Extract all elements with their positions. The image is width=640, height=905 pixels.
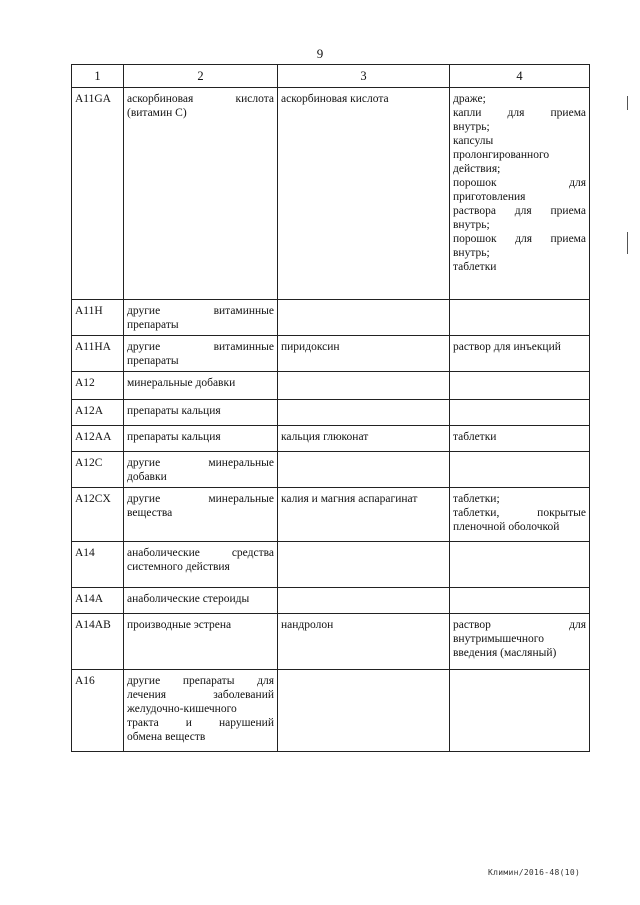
group-line: анаболические средства [127,547,274,559]
table-body [72,88,590,752]
dosage-form-line: порошок для [453,177,586,189]
table-row [72,670,590,752]
margin-mark [627,96,628,110]
dosage-form-line: раствор для инъекций [453,341,561,353]
header-col-4: 4 [450,65,590,88]
group-line: аскорбиновая кислота [127,93,274,105]
table-header-row [72,65,590,88]
dosage-forms-cell [450,452,590,488]
atc-code-cell: A12CX [72,488,124,542]
dosage-forms-cell [450,542,590,588]
drug-name-cell [278,588,450,614]
table-row [72,452,590,488]
group-line: добавки [127,471,167,483]
dosage-form-line: внутрь; [453,121,490,133]
group-cell [124,452,278,488]
table-row [72,300,590,336]
group-line: другие минеральные [127,493,274,505]
dosage-form-line: капсулы [453,135,494,147]
dosage-forms-cell [450,588,590,614]
atc-code-cell: A12A [72,400,124,426]
table-row [72,614,590,670]
atc-code-cell: A16 [72,670,124,752]
table-row [72,336,590,372]
group-line: минеральные добавки [127,377,236,389]
drug-name-cell [278,400,450,426]
dosage-form-line: действия; [453,163,501,175]
dosage-form-line: таблетки [453,431,497,443]
atc-code-cell: A12AA [72,426,124,452]
dosage-form-line: внутрь; [453,247,490,259]
group-cell [124,542,278,588]
group-line: тракта и нарушений [127,717,274,729]
group-line: вещества [127,507,173,519]
dosage-form-line: внутримышечного [453,633,544,645]
group-line: лечения заболеваний [127,689,274,701]
group-line: препараты кальция [127,431,221,443]
group-line: препараты [127,319,179,331]
group-cell [124,426,278,452]
drug-name-cell: аскорбиновая кислота [278,88,450,300]
group-cell [124,400,278,426]
dosage-forms-cell [450,300,590,336]
dosage-form-line: таблетки [453,261,497,273]
group-line: препараты [127,355,179,367]
atc-code-cell: A12 [72,372,124,400]
group-line: системного действия [127,561,230,573]
group-cell [124,588,278,614]
dosage-forms-cell [450,614,590,670]
group-cell [124,488,278,542]
group-line: производные эстрена [127,619,232,631]
dosage-forms-cell [450,488,590,542]
dosage-forms-cell [450,88,590,300]
footer-stamp: Климин/2016-48(10) [488,868,581,877]
group-cell [124,614,278,670]
header-col-2: 2 [124,65,278,88]
group-cell [124,336,278,372]
dosage-form-line: пленочной оболочкой [453,521,560,533]
group-line: анаболические стероиды [127,593,250,605]
dosage-forms-cell [450,400,590,426]
drug-name-cell [278,372,450,400]
group-cell [124,88,278,300]
dosage-form-line: драже; [453,93,486,105]
group-line: другие витаминные [127,341,274,353]
drug-name-cell [278,542,450,588]
margin-mark [627,232,628,254]
dosage-form-line: раствор для [453,619,586,631]
atc-code-cell: A11H [72,300,124,336]
atc-code-cell: A11GA [72,88,124,300]
drug-name-cell: пиридоксин [278,336,450,372]
dosage-forms-cell [450,670,590,752]
drug-name-cell [278,670,450,752]
dosage-form-line: таблетки, покрытые [453,507,586,519]
dosage-forms-cell [450,372,590,400]
group-cell [124,300,278,336]
table-row [72,542,590,588]
table-row [72,88,590,300]
drug-name-cell: нандролон [278,614,450,670]
atc-code-cell: A11HA [72,336,124,372]
dosage-form-line: пролонгированного [453,149,550,161]
header-col-1: 1 [72,65,124,88]
drug-name-cell: кальция глюконат [278,426,450,452]
group-line: желудочно-кишечного [127,703,237,715]
group-cell [124,670,278,752]
table-row [72,588,590,614]
atc-code-cell: A14 [72,542,124,588]
page-number: 9 [316,46,324,61]
dosage-form-line: введения (масляный) [453,647,557,659]
drug-table [71,64,590,752]
group-line: (витамин C) [127,107,187,119]
group-line: препараты кальция [127,405,221,417]
header-col-3: 3 [278,65,450,88]
dosage-form-line: внутрь; [453,219,490,231]
dosage-form-line: таблетки; [453,493,500,505]
dosage-forms-cell [450,336,590,372]
table-row [72,488,590,542]
dosage-form-line: порошок для приема [453,233,586,245]
table-row [72,400,590,426]
group-line: другие минеральные [127,457,274,469]
drug-name-cell [278,452,450,488]
group-line: обмена веществ [127,731,206,743]
dosage-forms-cell [450,426,590,452]
dosage-form-line: капли для приема [453,107,586,119]
group-line: другие препараты для [127,675,274,687]
atc-code-cell: A14A [72,588,124,614]
dosage-form-line: приготовления [453,191,526,203]
drug-name-cell: калия и магния аспарагинат [278,488,450,542]
table-row [72,426,590,452]
group-cell [124,372,278,400]
drug-name-cell [278,300,450,336]
atc-code-cell: A12C [72,452,124,488]
dosage-form-line: раствора для приема [453,205,586,217]
atc-code-cell: A14AB [72,614,124,670]
group-line: другие витаминные [127,305,274,317]
table-row [72,372,590,400]
